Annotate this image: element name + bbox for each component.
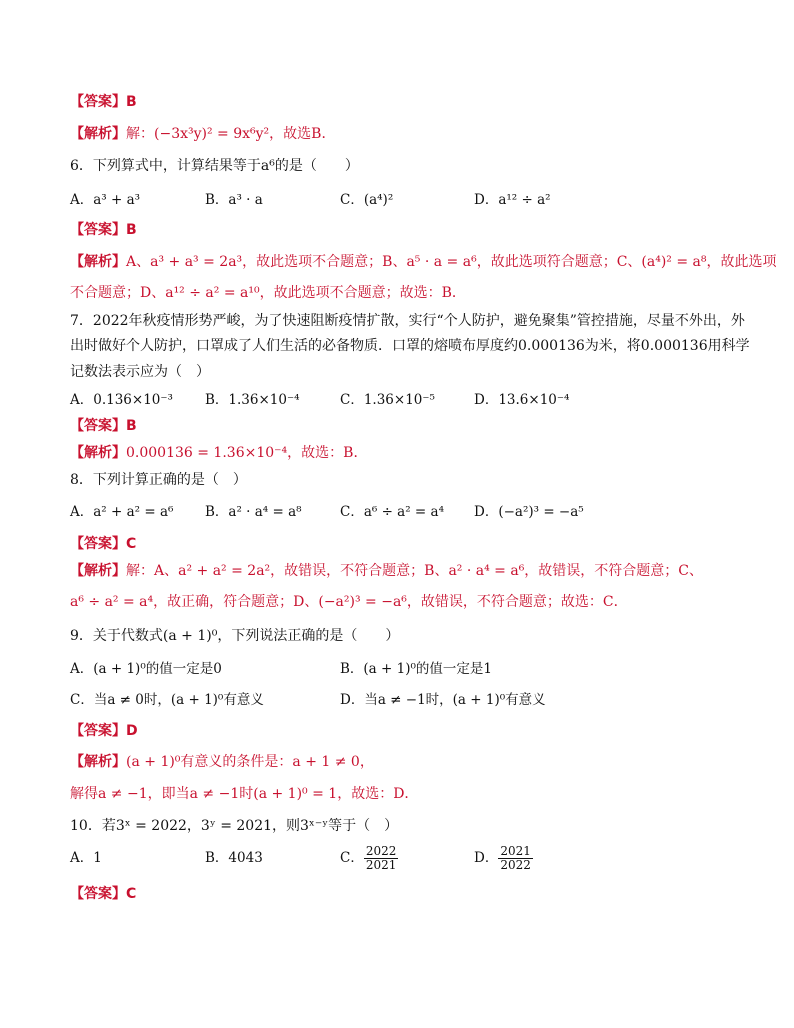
answer-10 — [70, 884, 136, 904]
question-10-option-a: A．1 — [70, 850, 102, 866]
option-label: C． — [340, 850, 364, 866]
fraction-denominator: 2021 — [365, 858, 397, 872]
fraction — [364, 845, 399, 872]
fraction-denominator: 2022 — [500, 858, 531, 872]
answer-value: C — [126, 886, 137, 902]
analysis-6-line-1 — [70, 252, 777, 272]
answer-label: 【答案】 — [70, 94, 126, 110]
analysis-text: (a + 1)⁰有意义的条件是：a + 1 ≠ 0， — [126, 754, 374, 770]
analysis-5 — [70, 124, 335, 144]
analysis-label: 【解析】 — [70, 754, 126, 770]
answer-7 — [70, 416, 137, 436]
answer-value: C — [126, 536, 137, 552]
question-6-option-d: D．a¹² ÷ a² — [474, 192, 551, 208]
answer-8 — [70, 534, 136, 554]
answer-value: B — [126, 222, 137, 238]
answer-value: B — [126, 94, 137, 110]
question-8-option-a: A．a² + a² = a⁶ — [70, 504, 174, 520]
analysis-8-line-2: a⁶ ÷ a² = a⁴，故正确，符合题意；D、(−a²)³ = −a⁶，故错误，不符合题意；故选：C． — [70, 594, 628, 610]
analysis-text: 解：A、a² + a² = 2a²，故错误，不符合题意；B、a² · a⁴ = a⁶，故错误，不符合题意；C、 — [126, 563, 704, 579]
question-7-option-a: A．0.136×10⁻³ — [70, 392, 173, 408]
analysis-text: 0.000136 = 1.36×10⁻⁴，故选：B． — [126, 445, 368, 461]
question-6-stem: 6．下列算式中，计算结果等于a⁶的是（ ） — [70, 158, 359, 174]
question-8-stem: 8．下列计算正确的是（ ） — [70, 472, 247, 488]
question-9-option-b: B．(a + 1)⁰的值一定是1 — [340, 661, 492, 677]
question-7-option-b: B．1.36×10⁻⁴ — [205, 392, 300, 408]
question-10-option-d — [474, 839, 533, 877]
answer-label: 【答案】 — [70, 418, 126, 434]
option-label: D． — [474, 850, 499, 866]
question-9-option-c: C．当a ≠ 0时，(a + 1)⁰有意义 — [70, 692, 264, 708]
answer-label: 【答案】 — [70, 222, 126, 238]
answer-label: 【答案】 — [70, 723, 126, 739]
question-7-stem-line-1: 7．2022年秋疫情形势严峻，为了快速阻断疫情扩散，实行“个人防护，避免聚集”管控措施，尽量不外出，外 — [70, 313, 745, 329]
analysis-8-line-1 — [70, 561, 703, 581]
analysis-text: 解：(−3x³y)² = 9x⁶y²，故选B． — [126, 126, 336, 142]
answer-value: B — [126, 418, 137, 434]
question-9-stem: 9．关于代数式(a + 1)⁰，下列说法正确的是（ ） — [70, 628, 400, 644]
question-7-stem-line-2: 出时做好个人防护，口罩成了人们生活的必备物质．口罩的熔喷布厚度约0.000136为米，将0.000136用科学 — [70, 338, 750, 354]
analysis-label: 【解析】 — [70, 126, 126, 142]
question-6-option-a: A．a³ + a³ — [70, 192, 141, 208]
question-6-option-c: C．(a⁴)² — [340, 192, 394, 208]
question-8-option-d: D．(−a²)³ = −a⁵ — [474, 504, 584, 520]
question-8-option-c: C．a⁶ ÷ a² = a⁴ — [340, 504, 444, 520]
question-10-stem: 10．若3ˣ = 2022，3ʸ = 2021，则3ˣ⁻ʸ等于（ ） — [70, 818, 399, 834]
analysis-9-line-1 — [70, 752, 374, 772]
analysis-9-line-2: 解得a ≠ −1，即当a ≠ −1时(a + 1)⁰ = 1，故选：D． — [70, 786, 419, 802]
answer-value: D — [126, 723, 138, 739]
answer-label: 【答案】 — [70, 536, 126, 552]
question-9-option-d: D．当a ≠ −1时，(a + 1)⁰有意义 — [340, 692, 546, 708]
question-7-stem-line-3: 记数法表示应为（ ） — [70, 364, 210, 380]
answer-5 — [70, 92, 137, 112]
analysis-label: 【解析】 — [70, 445, 126, 461]
question-7-option-c: C．1.36×10⁻⁵ — [340, 392, 435, 408]
question-8-option-b: B．a² · a⁴ = a⁸ — [205, 504, 302, 520]
question-7-option-d: D．13.6×10⁻⁴ — [474, 392, 570, 408]
question-6-option-b: B．a³ · a — [205, 192, 263, 208]
analysis-label: 【解析】 — [70, 254, 126, 270]
fraction — [498, 845, 533, 872]
analysis-6-line-2: 不合题意；D、a¹² ÷ a² = a¹⁰，故此选项不合题意；故选：B． — [70, 285, 466, 301]
analysis-7 — [70, 443, 367, 463]
fraction-numerator: 2022 — [365, 844, 397, 858]
question-10-option-c — [340, 839, 398, 877]
answer-6 — [70, 220, 137, 240]
fraction-numerator: 2021 — [500, 844, 531, 858]
question-9-option-a: A．(a + 1)⁰的值一定是0 — [70, 661, 222, 677]
answer-label: 【答案】 — [70, 886, 126, 902]
answer-9 — [70, 721, 138, 741]
question-10-option-b: B．4043 — [205, 850, 263, 866]
analysis-text: A、a³ + a³ = 2a³，故此选项不合题意；B、a⁵ · a = a⁶，故此选项符合题意；C、(a⁴)² = a⁸，故此选项 — [126, 254, 777, 270]
analysis-label: 【解析】 — [70, 563, 126, 579]
